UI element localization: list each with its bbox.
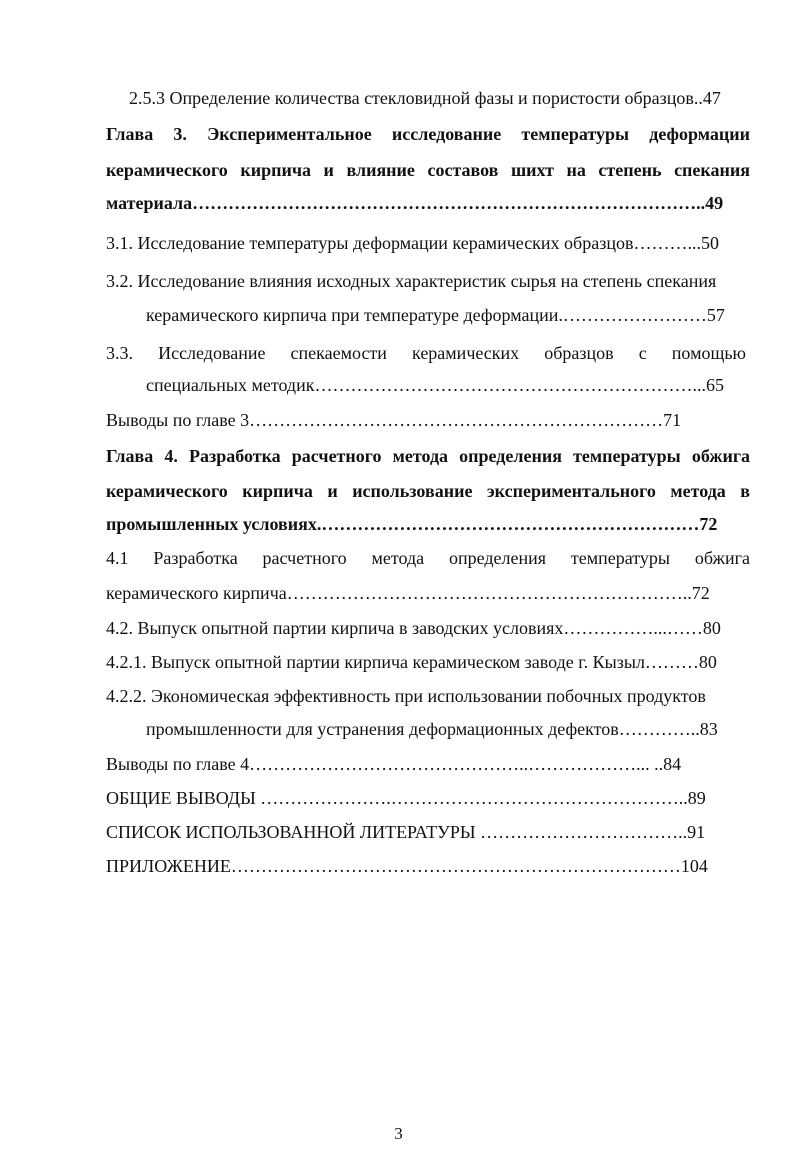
toc-entry-appendix: ПРИЛОЖЕНИЕ…………………………………………………………………104 <box>106 856 708 876</box>
toc-entry-4-2-2-line-2: промышленности для устранения деформационных дефектов…………..83 <box>146 719 718 739</box>
toc-chapter-4-title-line-3: промышленных условиях.………………………………………………………72 <box>106 514 718 534</box>
toc-entry-4-2-2-line-1: 4.2.2. Экономическая эффективность при использовании побочных продуктов <box>106 686 706 706</box>
toc-entry-4-1-line-2: керамического кирпича…………………………………………………………..72 <box>106 583 710 603</box>
toc-entry-4-2: 4.2. Выпуск опытной партии кирпича в заводских условиях……………...……80 <box>106 618 721 638</box>
page-number: 3 <box>394 1124 403 1143</box>
toc-entry-4-1-line-1: 4.1 Разработка расчетного метода определения температуры обжига <box>106 548 750 568</box>
toc-chapter-3-title-line-2: керамического кирпича и влияние составов шихт на степень спекания <box>106 160 750 180</box>
toc-entry-conclusions-4: Выводы по главе 4………………………………………..………………... ..84 <box>106 754 682 774</box>
toc-chapter-4-title-line-2: керамического кирпича и использование экспериментального метода в <box>106 481 750 501</box>
toc-entry-3-3-line-2: специальных методик………………………………………………………...65 <box>146 375 724 395</box>
toc-entry-3-3-line-1: 3.3. Исследование спекаемости керамических образцов с помощью <box>106 343 746 363</box>
toc-entry-general-conclusions: ОБЩИЕ ВЫВОДЫ ………………….…………………………………………..89 <box>106 788 706 808</box>
toc-entry-2-5-3: 2.5.3 Определение количества стекловидной фазы и пористости образцов..47 <box>129 88 721 108</box>
toc-entry-3-2-line-2: керамического кирпича при температуре деформации.……………………57 <box>146 305 725 325</box>
toc-entry-3-1: 3.1. Исследование температуры деформации керамических образцов………...50 <box>106 233 719 253</box>
toc-chapter-3-title-line-3: материала…………………………………………………………………………..49 <box>106 193 724 213</box>
toc-entry-references: СПИСОК ИСПОЛЬЗОВАННОЙ ЛИТЕРАТУРЫ ……………………………..91 <box>106 822 706 842</box>
toc-chapter-3-title-line-1: Глава 3. Экспериментальное исследование температуры деформации <box>106 124 750 144</box>
toc-entry-conclusions-3: Выводы по главе 3……………………………………………………………71 <box>106 410 682 430</box>
toc-entry-4-2-1: 4.2.1. Выпуск опытной партии кирпича керамическом заводе г. Кызыл………80 <box>106 652 717 672</box>
toc-entry-3-2-line-1: 3.2. Исследование влияния исходных характеристик сырья на степень спекания <box>106 271 717 291</box>
toc-chapter-4-title-line-1: Глава 4. Разработка расчетного метода определения температуры обжига <box>106 446 750 466</box>
